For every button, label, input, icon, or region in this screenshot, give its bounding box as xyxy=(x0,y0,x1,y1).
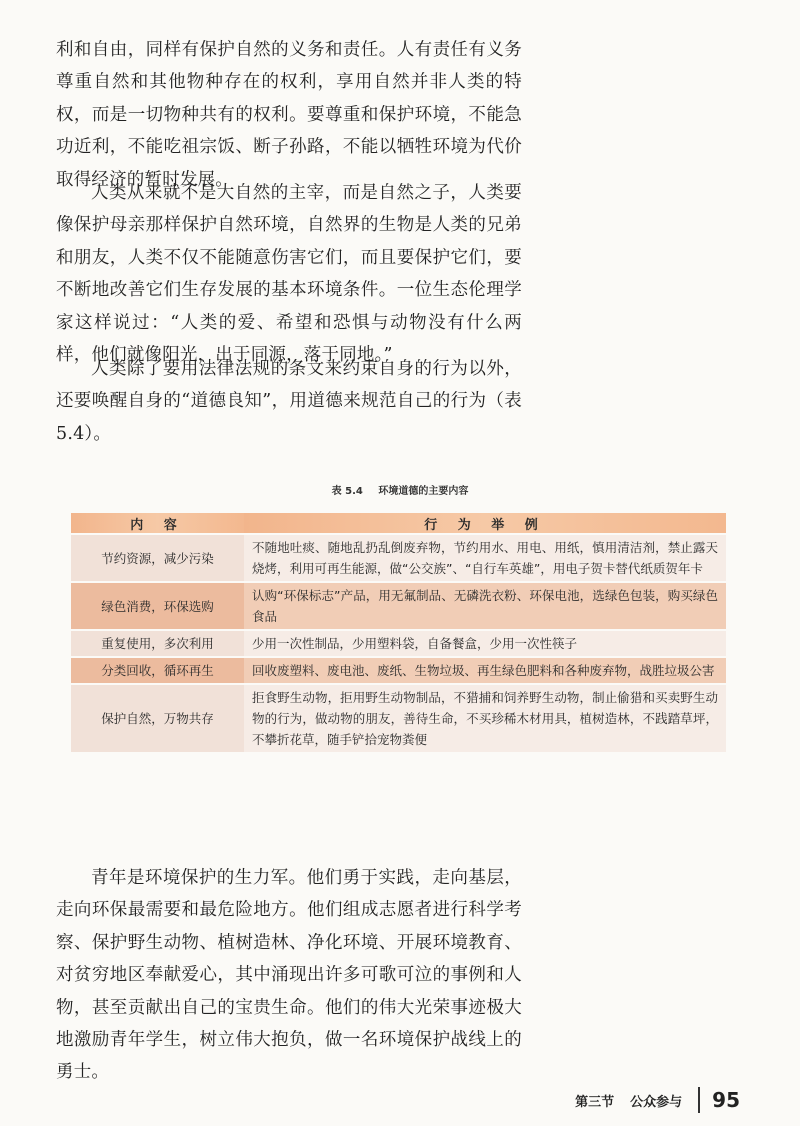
page-number: 95 xyxy=(712,1088,740,1112)
table-caption-number: 表 5.4 xyxy=(331,486,363,497)
body-paragraph-1: 利和自由，同样有保护自然的义务和责任。人有责任有义务尊重自然和其他物种存在的权利，享用自然并非人类的特权，而是一切物种共有的权利。要尊重和保护环境，不能急功近利，不能吃祖宗饭、断子孙路，不能以牺牲环境为代价取得经济的暂时发展。 xyxy=(56,40,522,190)
row-examples: 不随地吐痰、随地乱扔乱倒废弃物，节约用水、用电、用纸，慎用清洁剂，禁止露天烧烤，利用可再生能源，做“公交族”、“自行车英雄”，用电子贺卡替代纸质贺年卡 xyxy=(244,534,726,582)
body-paragraph-3: 人类除了要用法律法规的条文来约束自身的行为以外，还要唤醒自身的“道德良知”，用道德来规范自己的行为（表5.4）。 xyxy=(56,359,522,444)
body-paragraph-2: 人类从来就不是大自然的主宰，而是自然之子，人类要像保护母亲那样保护自然环境，自然界的生物是人类的兄弟和朋友，人类不仅不能随意伤害它们，而且要保护它们，要不断地改善它们生存发展的基本环境条件。一位生态伦理学家这样说过：“人类的爱、希望和恐惧与动物没有什么两样，他们就像阳光，出于同源，落于同地。” xyxy=(56,183,522,366)
table-row xyxy=(71,582,726,630)
row-examples: 少用一次性制品，少用塑料袋，自备餐盒，少用一次性筷子 xyxy=(244,630,726,657)
row-examples: 拒食野生动物，拒用野生动物制品，不猎捕和饲养野生动物，制止偷猎和买卖野生动物的行为，做动物的朋友，善待生命，不买珍稀木材用具，植树造林，不践踏草坪，不攀折花草，随手铲拾宠物粪便 xyxy=(244,684,726,752)
row-content: 节约资源，减少污染 xyxy=(71,534,244,582)
table-header-row xyxy=(71,513,726,534)
table-row xyxy=(71,534,726,582)
row-content: 重复使用，多次利用 xyxy=(71,630,244,657)
table-row xyxy=(71,684,726,752)
row-examples: 回收废塑料、废电池、废纸、生物垃圾、再生绿色肥料和各种废弃物，战胜垃圾公害 xyxy=(244,657,726,684)
footer-chapter: 公众参与 xyxy=(630,1094,683,1110)
header-examples: 行 为 举 例 xyxy=(244,513,726,534)
table-caption-title: 环境道德的主要内容 xyxy=(378,486,469,497)
environment-ethics-table xyxy=(71,513,726,752)
table-row xyxy=(71,630,726,657)
table xyxy=(71,513,726,752)
row-content: 分类回收，循环再生 xyxy=(71,657,244,684)
table-caption xyxy=(0,482,800,497)
header-content: 内 容 xyxy=(71,513,244,534)
table-row xyxy=(71,657,726,684)
footer-section: 第三节 xyxy=(575,1094,615,1110)
row-examples: 认购“环保标志”产品，用无氟制品、无磷洗衣粉、环保电池，选绿色包装，购买绿色食品 xyxy=(244,582,726,630)
body-paragraph-4: 青年是环境保护的生力军。他们勇于实践，走向基层，走向环保最需要和最危险地方。他们组成志愿者进行科学考察、保护野生动物、植树造林、净化环境、开展环境教育、对贫穷地区奉献爱心，其中涌现出许多可歌可泣的事例和人物，甚至贡献出自己的宝贵生命。他们的伟大光荣事迹极大地激励青年学生，树立伟大抱负，做一名环境保护战线上的勇士。 xyxy=(56,868,522,1083)
row-content: 绿色消费，环保选购 xyxy=(71,582,244,630)
footer-divider xyxy=(698,1087,700,1113)
row-content: 保护自然，万物共存 xyxy=(71,684,244,752)
page-footer xyxy=(575,1088,740,1112)
